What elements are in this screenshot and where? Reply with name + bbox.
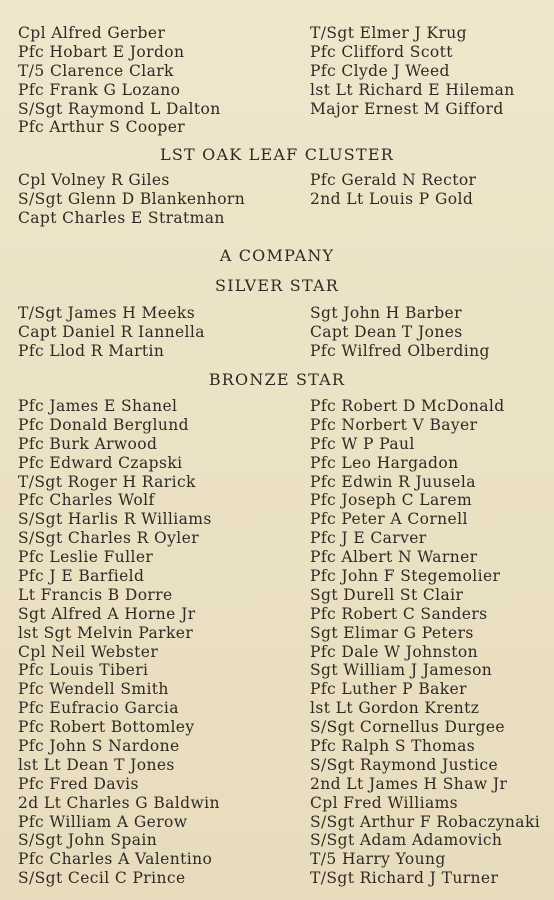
list-item: S/Sgt Raymond L Dalton (18, 99, 221, 118)
left-column (18, 304, 303, 361)
list-item: Pfc Wendell Smith (18, 680, 169, 699)
list-item: Pfc Louis Tiberi (18, 661, 149, 680)
list-item: Pfc Llod R Martin (18, 341, 165, 360)
list-item: S/Sgt Adam Adamovich (310, 831, 503, 850)
right-column (310, 304, 554, 361)
list-item: Capt Dean T Jones (310, 322, 463, 341)
list-item: Pfc Robert Bottomley (18, 718, 195, 737)
list-item: Pfc Leo Hargadon (310, 453, 459, 472)
list-item: S/Sgt John Spain (18, 831, 158, 850)
list-item: Cpl Fred Williams (310, 793, 459, 812)
list-item: Sgt Elimar G Peters (310, 623, 474, 642)
list-item: Pfc Edward Czapski (18, 453, 183, 472)
list-item: T/Sgt Elmer J Krug (310, 24, 467, 42)
list-item: 2d Lt Charles G Baldwin (18, 793, 220, 812)
section-heading: LST OAK LEAF CLUSTER (160, 145, 394, 164)
list-item: Cpl Neil Webster (18, 642, 159, 661)
list-item: Major Ernest M Gifford (310, 99, 504, 118)
list-item: Pfc James E Shanel (18, 397, 178, 415)
list-item: Sgt Alfred A Horne Jr (18, 604, 196, 623)
left-column (18, 171, 303, 228)
list-item: S/Sgt Charles R Oyler (18, 529, 200, 548)
list-item: Pfc Dale W Johnston (310, 642, 478, 661)
list-item: Pfc Albert N Warner (310, 548, 478, 567)
list-item: Capt Daniel R Iannella (18, 322, 205, 341)
list-item: Pfc Leslie Fuller (18, 548, 154, 567)
list-item: T/Sgt Richard J Turner (310, 869, 499, 888)
list-item: lst Lt Richard E Hileman (310, 80, 515, 99)
list-item: Pfc W P Paul (310, 434, 415, 453)
list-item: Pfc Charles A Valentino (18, 850, 213, 869)
list-item: Pfc Robert C Sanders (310, 604, 488, 623)
list-item: 2nd Lt Louis P Gold (310, 189, 474, 208)
list-item: T/Sgt James H Meeks (18, 304, 196, 322)
list-item: Pfc Hobart E Jordon (18, 42, 185, 61)
left-column (18, 397, 303, 888)
list-item: Pfc John S Nardone (18, 737, 180, 756)
list-item: Pfc Burk Arwood (18, 434, 158, 453)
list-item: S/Sgt Cornellus Durgee (310, 718, 505, 737)
list-item: Pfc J E Barfield (18, 567, 145, 586)
list-item: Pfc Edwin R Juusela (310, 472, 476, 491)
list-item: S/Sgt Cecil C Prince (18, 869, 186, 888)
list-item: T/5 Clarence Clark (18, 61, 174, 80)
list-item: Capt Charles E Stratman (18, 208, 225, 227)
list-item: Pfc J E Carver (310, 529, 427, 548)
list-item: Pfc Clyde J Weed (310, 61, 450, 80)
list-item: Pfc Frank G Lozano (18, 80, 181, 99)
right-column (310, 171, 554, 209)
list-item: Pfc John F Stegemolier (310, 567, 501, 586)
section-heading: BRONZE STAR (208, 370, 346, 389)
list-item: Pfc Donald Berglund (18, 415, 189, 434)
list-item: T/Sgt Roger H Rarick (18, 472, 196, 491)
list-item: Pfc Ralph S Thomas (310, 737, 476, 756)
company-heading: A COMPANY (219, 246, 335, 265)
list-item: Pfc Robert D McDonald (310, 397, 505, 415)
list-item: 2nd Lt James H Shaw Jr (310, 774, 508, 793)
list-item: lst Sgt Melvin Parker (18, 623, 194, 642)
list-item: Pfc Charles Wolf (18, 491, 155, 510)
list-item: Sgt John H Barber (310, 304, 462, 322)
list-item: Lt Francis B Dorre (18, 585, 173, 604)
list-item: Sgt William J Jameson (310, 661, 493, 680)
right-column (310, 24, 554, 118)
list-item: Pfc Joseph C Larem (310, 491, 473, 510)
list-item: Sgt Durell St Clair (310, 585, 464, 604)
list-item: Pfc Arthur S Cooper (18, 118, 186, 137)
list-item: Pfc Peter A Cornell (310, 510, 468, 529)
list-item: Pfc Gerald N Rector (310, 171, 477, 189)
list-item: S/Sgt Raymond Justice (310, 755, 499, 774)
list-item: lst Lt Dean T Jones (18, 755, 175, 774)
list-item: Pfc Clifford Scott (310, 42, 453, 61)
right-column (310, 397, 554, 888)
list-item: Pfc Eufracio Garcia (18, 699, 179, 718)
list-item: Cpl Alfred Gerber (18, 24, 166, 42)
section-heading: SILVER STAR (215, 276, 339, 295)
list-item: S/Sgt Harlis R Williams (18, 510, 212, 529)
list-item: S/Sgt Glenn D Blankenhorn (18, 189, 246, 208)
list-item: Pfc William A Gerow (18, 812, 188, 831)
list-item: S/Sgt Arthur F Robaczynaki (310, 812, 541, 831)
list-item: Pfc Wilfred Olberding (310, 341, 490, 360)
list-item: Pfc Norbert V Bayer (310, 415, 478, 434)
left-column (18, 24, 303, 137)
list-item: Pfc Luther P Baker (310, 680, 467, 699)
list-item: lst Lt Gordon Krentz (310, 699, 480, 718)
list-item: Pfc Fred Davis (18, 774, 139, 793)
list-item: T/5 Harry Young (310, 850, 446, 869)
list-item: Cpl Volney R Giles (18, 171, 170, 189)
